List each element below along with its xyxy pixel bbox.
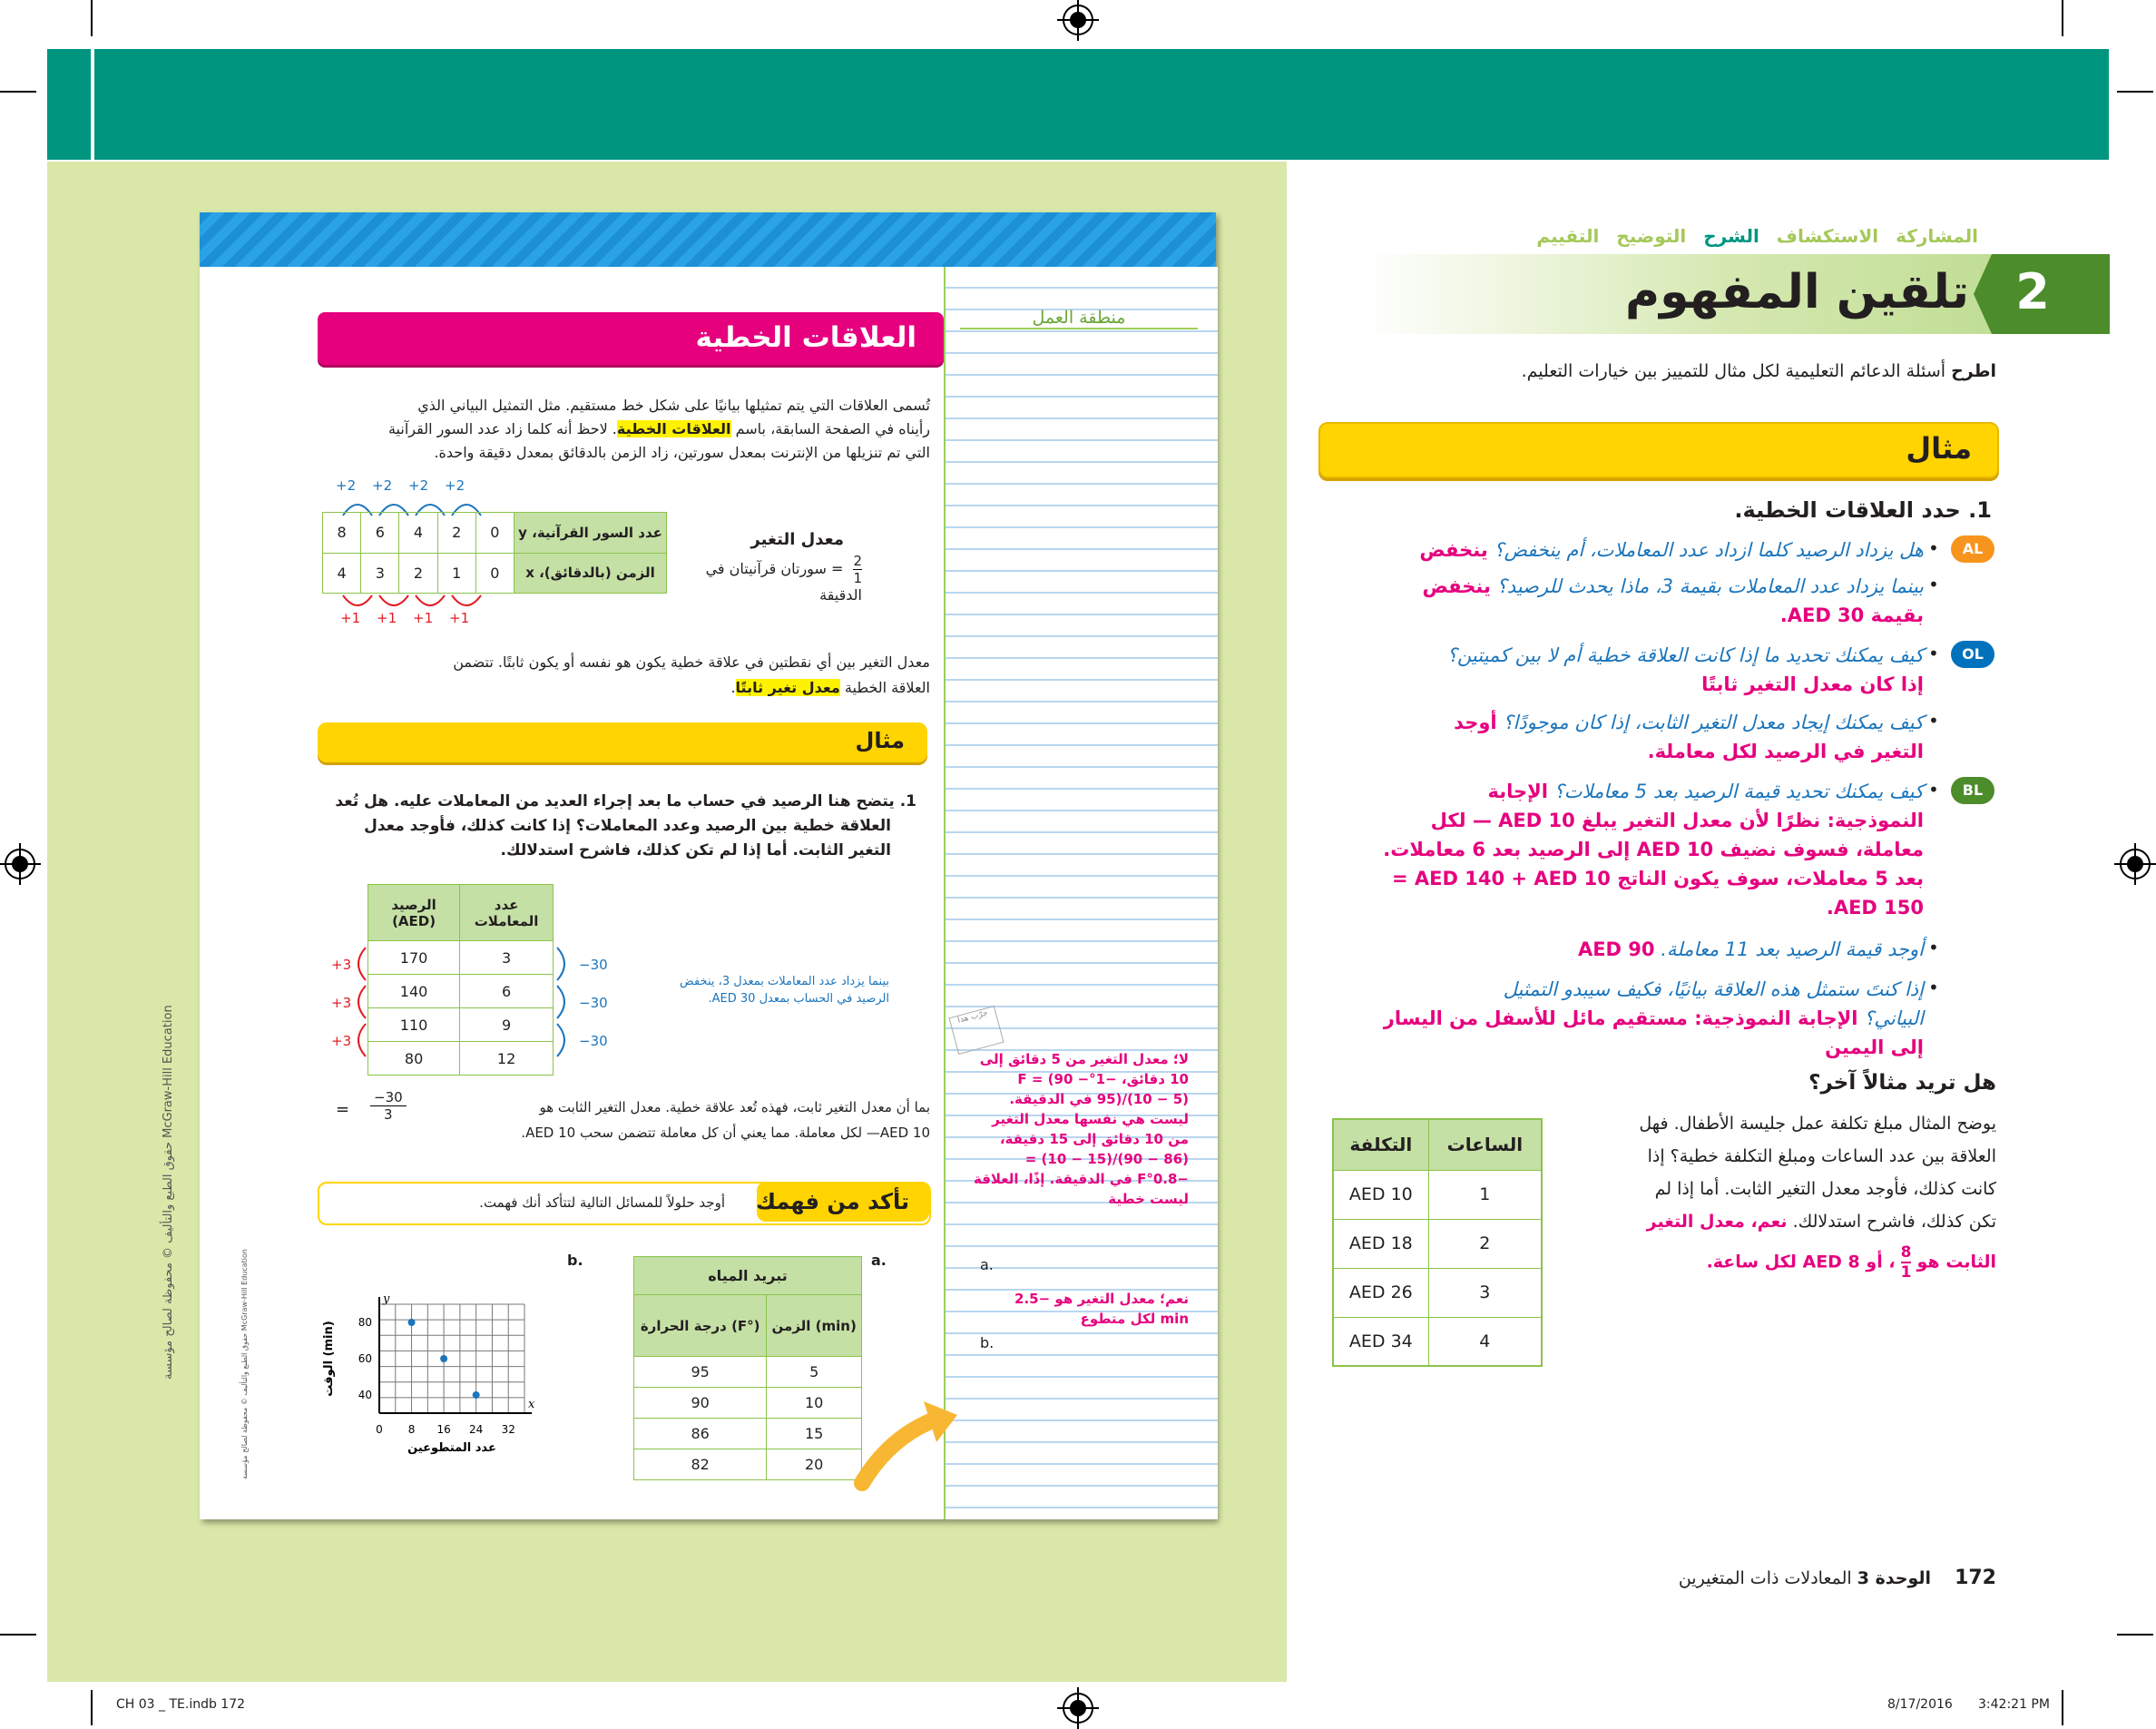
y-tick-label: 60 [358, 1352, 372, 1365]
table-cell: 95 [634, 1357, 767, 1388]
copyright-notice-small: حقوق الطبع والتأليف © محفوظة لصالح مؤسسة McGraw-Hill Education [240, 1249, 249, 1479]
conclusion-line: AED 10— لكل معاملة. مما يعني أن كل معاملة تتضمن سحب AED 10. [521, 1125, 930, 1141]
header-band [47, 49, 2109, 160]
crop-mark [2117, 1634, 2153, 1636]
table-cell: 6 [361, 513, 399, 554]
scaffold-answer: AED 150. [1826, 897, 1924, 919]
table-cell: 170 [368, 941, 460, 975]
lesson-title-bar [318, 312, 944, 365]
x-tick-label: 0 [376, 1423, 383, 1436]
approaching-level-badge: AL [1951, 535, 1994, 563]
another-example-answer: نعم، معدل التغير [1646, 1212, 1788, 1232]
another-example-answer: الثابت هو [1916, 1252, 1996, 1272]
text: . [730, 679, 736, 696]
volunteers-time-graph [316, 1254, 588, 1455]
table-cell: 82 [634, 1449, 767, 1480]
table-cell: 3 [1428, 1268, 1542, 1317]
example-question [318, 790, 916, 863]
unit-label: الوحدة 3 [1857, 1568, 1932, 1588]
increment-label: +2 [336, 477, 357, 494]
x-tick-label: 8 [407, 1423, 416, 1436]
fraction-denominator: 1 [1900, 1263, 1912, 1282]
beyond-level-badge: BL [1951, 777, 1994, 804]
header-band-tab [47, 49, 94, 160]
scaffold-answer: أوجد [1454, 712, 1497, 733]
table-header: الساعات [1428, 1119, 1542, 1170]
data-point [473, 1391, 480, 1399]
x-axis-label: عدد المتطوعين [407, 1441, 496, 1455]
rate-of-change-label: معدل التغير [750, 530, 844, 549]
text-line: تكن كذلك، فاشرح استدلالك. [1792, 1212, 1996, 1232]
lesson-title: العلاقات الخطية [695, 321, 916, 354]
table-cell: AED 18 [1333, 1219, 1428, 1268]
registration-mark-icon [1063, 5, 1093, 35]
rate-of-change-expression: $\frac{2}{1}$ = سورتان قرآنيتان في الدقيقة [705, 553, 862, 604]
table-cell: 4 [323, 553, 361, 594]
increment-label: +1 [413, 610, 434, 626]
difference-label: +3 [331, 995, 352, 1011]
table-cell: 3 [460, 941, 554, 975]
scaffold-question: كيف يمكنك تحديد قيمة الرصيد بعد 5 معاملات؟ [1553, 781, 1924, 802]
intro-bold: اطرح [1951, 361, 1996, 381]
scaffold-answer: ينخفض [1419, 539, 1488, 561]
section-title: تلقين المفهوم [1625, 265, 1969, 319]
text: رأيناه في الصفحة السابقة، باسم [730, 420, 930, 437]
bullet-icon: • [1928, 537, 1939, 559]
increment-label: +2 [445, 477, 466, 494]
intro-text: أسئلة الدعائم التعليمية لكل مثال للتمييز بين خيارات التعليم. [1521, 361, 1952, 381]
table-cell: 6 [460, 975, 554, 1008]
scaffold-answer: الإجابة النموذجية: مستقيم مائل للأسفل من اليسار [1383, 1007, 1858, 1029]
table-cell: 3 [361, 553, 399, 594]
registration-mark-icon [2120, 849, 2151, 879]
answer-a: لا؛ معدل التغير من 5 دقائق إلى 10 دقائق، −1°F = (90 − 95)/(10 − 5) في الدقيقة. ليست هي نفسها معدل التغير من 10 دقائق إلى 15 دقيقة، (86 − 90)/(15 − 10) = −0.8°F في الدقيقة. إذًا، العلاقة ليست خطية [974, 1051, 1189, 1207]
water-cooling-table [633, 1256, 862, 1480]
try-it-stamp-icon: جرّب هذا [948, 1006, 1004, 1055]
text: العلاقة الخطية [839, 679, 930, 696]
fraction-numerator: −30 [370, 1089, 407, 1106]
al-question-1 [1325, 535, 1924, 565]
x-tick-label: 16 [436, 1423, 451, 1436]
work-area-label: منطقة العمل [960, 308, 1198, 329]
scaffold-question: إذا كنتَ ستمثل هذه العلاقة بيانيًا، فكيف سيبدو التمثيل [1503, 978, 1924, 1000]
table-cell: 8 [323, 513, 361, 554]
surah-table [322, 512, 667, 594]
increment-label: +1 [340, 610, 361, 626]
example-heading: مثال [1906, 431, 1972, 466]
question-number: 1. [899, 792, 916, 810]
crop-mark [91, 0, 93, 36]
table-cell: 140 [368, 975, 460, 1008]
answer-b: نعم؛ معدل التغير هو −2.5 min لكل متطوع [1014, 1291, 1189, 1327]
check-understanding-instructions: أوجد حلولاً للمسائل التالية لتتأكد أنك فهمت. [479, 1194, 725, 1211]
bullet-icon: • [1928, 710, 1939, 732]
text-line: كانت كذلك، فأوجد معدل التغير الثابت. أما إذا لم [1654, 1179, 1996, 1199]
difference-label: +3 [331, 1033, 352, 1049]
rate-fraction [370, 1089, 407, 1123]
question-text: حدد العلاقات الخطية. [1734, 497, 1961, 523]
data-point [440, 1355, 447, 1362]
table-cell: 15 [767, 1419, 862, 1449]
lesson-phase-nav [1488, 225, 1978, 247]
table-cell: AED 10 [1333, 1170, 1428, 1219]
balance-note [617, 973, 889, 1007]
equals-sign: = [336, 1100, 350, 1119]
scaffold-answer: بقيمة AED 30. [1779, 604, 1924, 626]
table-cell: AED 34 [1333, 1317, 1428, 1366]
table-header: درجة الحرارة (F°) [634, 1295, 767, 1357]
ol-question-2 [1325, 708, 1924, 766]
unit-title: المعادلات ذات المتغيرين [1678, 1568, 1852, 1588]
on-level-badge: OL [1951, 641, 1994, 668]
table-cell: 2 [1428, 1219, 1542, 1268]
table-cell: 5 [767, 1357, 862, 1388]
increment-label: +2 [372, 477, 393, 494]
table-cell: 0 [475, 513, 514, 554]
bullet-icon: • [1928, 937, 1939, 958]
scaffold-question: البياني؟ [1864, 1007, 1924, 1029]
conclusion-line: بما أن معدل التغير ثابت، فهذه تُعد علاقة خطية. معدل التغير الثابت هو [539, 1099, 930, 1115]
question-line: يتضح هنا الرصيد في حساب ما بعد إجراء العديد من المعاملات عليه. هل تُعد [335, 792, 895, 810]
student-page-header-stripe [200, 212, 1216, 267]
balance-table [368, 884, 554, 1076]
paragraph-line: التي تم تنزيلها من الإنترنت بمعدل سورتين، زاد الزمن بالدقائق بمعدل دقيقة واحدة. [434, 444, 930, 461]
table-cell: 20 [767, 1449, 862, 1480]
table-cell: 1 [1428, 1170, 1542, 1219]
paragraph-line: معدل التغير بين أي نقطتين في علاقة خطية يكون هو نفسه أو يكون ثابتًا. تتضمن [453, 653, 930, 671]
table-cell: 1 [437, 553, 475, 594]
page-footer [1543, 1567, 1996, 1589]
copyright-notice: حقوق الطبع والتأليف © محفوظة لصالح مؤسسة McGraw-Hill Education [162, 1005, 175, 1380]
table-cell: 2 [399, 553, 437, 594]
check-understanding-title: تأكد من فهمك [755, 1189, 909, 1214]
section-number: 2 [2015, 263, 2050, 320]
table-row-header: عدد السور القرآنية، y [514, 513, 667, 554]
data-point [408, 1319, 416, 1326]
print-date: 8/17/2016 [1887, 1697, 1953, 1712]
y-axis-label: الوقت (min) [322, 1321, 336, 1397]
x-tick-label: 24 [469, 1423, 484, 1436]
intro-paragraph [336, 394, 930, 465]
increment-label: +2 [408, 477, 429, 494]
bullet-icon: • [1928, 643, 1939, 664]
rate-text: سورتان قرآنيتان في الدقيقة [705, 560, 862, 604]
text-line: العلاقة بين عدد الساعات ومبلغ التكلفة خطية؟ إذا [1647, 1146, 1996, 1166]
check-understanding-bar [318, 1182, 931, 1225]
note-line: الرصيد في الحساب بمعدل AED 30. [708, 992, 889, 1006]
scaffold-answer: ينخفض [1422, 575, 1491, 597]
another-example-heading: هل تريد مثالاً آخر؟ [1808, 1071, 1996, 1095]
table-cell: AED 26 [1333, 1268, 1428, 1317]
table-cell: 110 [368, 1008, 460, 1042]
table-cell: 4 [1428, 1317, 1542, 1366]
table-cell: 80 [368, 1042, 460, 1076]
scaffold-answer: بعد 5 معاملات، سوف يكون الناتج AED 140 + AED 10 = [1392, 868, 1924, 889]
key-term-constant-rate: معدل تغير ثابتًا [735, 679, 840, 696]
table-cell: 12 [460, 1042, 554, 1076]
nav-item-elaborate[interactable]: التوضيح [1616, 225, 1687, 247]
table-header: الزمن (min) [767, 1295, 862, 1357]
scaffold-question: كيف يمكنك إيجاد معدل التغير الثابت، إذا كان موجودًا؟ [1503, 712, 1924, 733]
bullet-icon: • [1928, 779, 1939, 801]
bullet-icon: • [1928, 574, 1939, 595]
difference-label: −30 [579, 995, 608, 1011]
table-cell: 90 [634, 1388, 767, 1419]
bullet-icon: • [1928, 977, 1939, 998]
scaffold-question: كيف يمكنك تحديد ما إذا كانت العلاقة خطية أم لا بين كميتين؟ [1446, 644, 1924, 666]
nav-item-explore[interactable]: الاستكشاف [1776, 225, 1879, 247]
table-cell: 0 [475, 553, 514, 594]
nav-item-explain[interactable]: الشرح [1703, 225, 1759, 247]
scaffold-question: هل يزداد الرصيد كلما ازداد عدد المعاملات، أم ينخفض؟ [1494, 539, 1924, 561]
table-cell: 9 [460, 1008, 554, 1042]
question-line: التغير الثابت. أما إذا لم تكن كذلك، فاشرح استدلالك. [500, 841, 891, 860]
another-example-text [1561, 1107, 1996, 1282]
table-cell: 10 [767, 1388, 862, 1419]
answer-b-label: b. [980, 1334, 995, 1351]
text: . لاحظ أنه كلما زاد عدد السور القرآنية [387, 420, 617, 437]
table-cell: 4 [399, 513, 437, 554]
difference-label: +3 [331, 957, 352, 973]
increment-label: +1 [449, 610, 470, 626]
table-header: عدد المعاملات [460, 885, 554, 941]
fraction-numerator: 8 [1900, 1243, 1912, 1262]
teacher-question-1 [1452, 497, 1992, 523]
scaffold-question: بينما يزداد عدد المعاملات بقيمة 3، ماذا يحدث للرصيد؟ [1496, 575, 1924, 597]
babysitting-cost-table [1332, 1118, 1543, 1367]
scaffold-answer: معاملة، فسوف نضيف AED 10 إلى الرصيد بعد 6 معاملات. [1383, 839, 1924, 860]
difference-label: −30 [579, 1033, 608, 1049]
paragraph-line [336, 418, 930, 441]
left-brace-arrows [349, 946, 368, 1073]
scaffold-answer: إلى اليمين [1825, 1036, 1924, 1058]
scaffold-answer: الإجابة [1487, 781, 1548, 802]
fraction-denominator: 1 [853, 570, 862, 586]
crop-mark [2062, 1690, 2063, 1725]
answer-a-label: a. [980, 1256, 994, 1273]
ol-question-1 [1325, 641, 1924, 699]
key-term-linear-relationship: العلاقات الخطية [616, 420, 731, 437]
nav-item-evaluate[interactable]: التقييم [1536, 225, 1600, 247]
al-question-2 [1325, 572, 1924, 630]
x-tick-label: 32 [501, 1423, 515, 1436]
table-cell: 86 [634, 1419, 767, 1449]
work-area-arrow-icon [853, 1383, 962, 1492]
question-line: العلاقة خطية بين الرصيد وعدد المعاملات؟ إذا كانت كذلك، فأوجد معدل [364, 817, 891, 835]
spacer [318, 476, 327, 485]
scaffold-question: أوجد قيمة الرصيد بعد 11 معاملة. [1661, 938, 1924, 960]
y-tick-label: 40 [358, 1389, 372, 1401]
y-tick-label: 80 [358, 1316, 372, 1329]
print-file-slug: CH 03 _ TE.indb 172 [116, 1697, 246, 1712]
right-brace-arrows [555, 946, 573, 1073]
page-number: 172 [1955, 1567, 1996, 1589]
table-title: تبريد المياه [634, 1257, 862, 1295]
paragraph-line: تُسمى العلاقات التي يتم تمثيلها بيانيًا على شكل خط مستقيم. مثل التمثيل البياني الذي [417, 397, 930, 414]
y-axis-letter: y [383, 1292, 390, 1306]
registration-mark-icon [5, 849, 35, 879]
fraction-denominator: 3 [384, 1106, 393, 1123]
problem-a-label: a. [871, 1252, 887, 1269]
print-time: 3:42:21 PM [1978, 1697, 2050, 1712]
example-heading-bar [1318, 422, 1999, 478]
work-area [944, 267, 1218, 1519]
table-header: التكلفة [1333, 1119, 1428, 1170]
scaffold-answer: النموذجية: نظرًا لأن معدل التغير يبلغ AED 10 — لكل [1430, 810, 1924, 831]
difference-label: −30 [579, 957, 608, 973]
text-line: يوضح المثال مبلغ تكلفة عمل جليسة الأطفال. فهل [1639, 1114, 1996, 1134]
scaffold-answer: AED 90 [1577, 938, 1655, 960]
example-conclusion [417, 1095, 930, 1145]
nav-item-engage[interactable]: المشاركة [1896, 225, 1978, 247]
table-cell: 2 [437, 513, 475, 554]
registration-mark-icon [1063, 1693, 1093, 1724]
crop-mark [0, 1634, 36, 1636]
increment-label: +1 [377, 610, 397, 626]
example-label: مثال [855, 728, 905, 753]
bl-question-2 [1325, 935, 1924, 964]
crop-mark [91, 1690, 93, 1725]
note-line: بينما يزداد عدد المعاملات بمعدل 3، ينخفض [680, 975, 889, 988]
student-page [200, 212, 1216, 1519]
problem-b-label: b. [567, 1252, 583, 1269]
crop-mark [2117, 91, 2153, 93]
fraction-numerator: 2 [853, 553, 862, 569]
table-header: الرصيد (AED) [368, 885, 460, 941]
bl-question-1 [1325, 777, 1924, 922]
another-example-answer: ، أو AED 8 لكل ساعة. [1706, 1252, 1896, 1272]
example-bar [318, 722, 927, 762]
scaffold-answer: التغير في الرصيد لكل معاملة. [1647, 741, 1924, 762]
intro-instruction [1316, 361, 1996, 381]
constant-rate-paragraph [336, 650, 930, 701]
question-number: 1. [1968, 497, 1992, 523]
crop-mark [2062, 0, 2063, 36]
paragraph-line [336, 675, 930, 701]
x-axis-letter: x [528, 1398, 535, 1411]
table-row-header: الزمن (بالدقائق)، x [514, 553, 667, 594]
crop-mark [0, 91, 36, 93]
scaffold-answer: إذا كان معدل التغير ثابتًا [1701, 673, 1924, 695]
bl-question-3 [1325, 975, 1924, 1062]
